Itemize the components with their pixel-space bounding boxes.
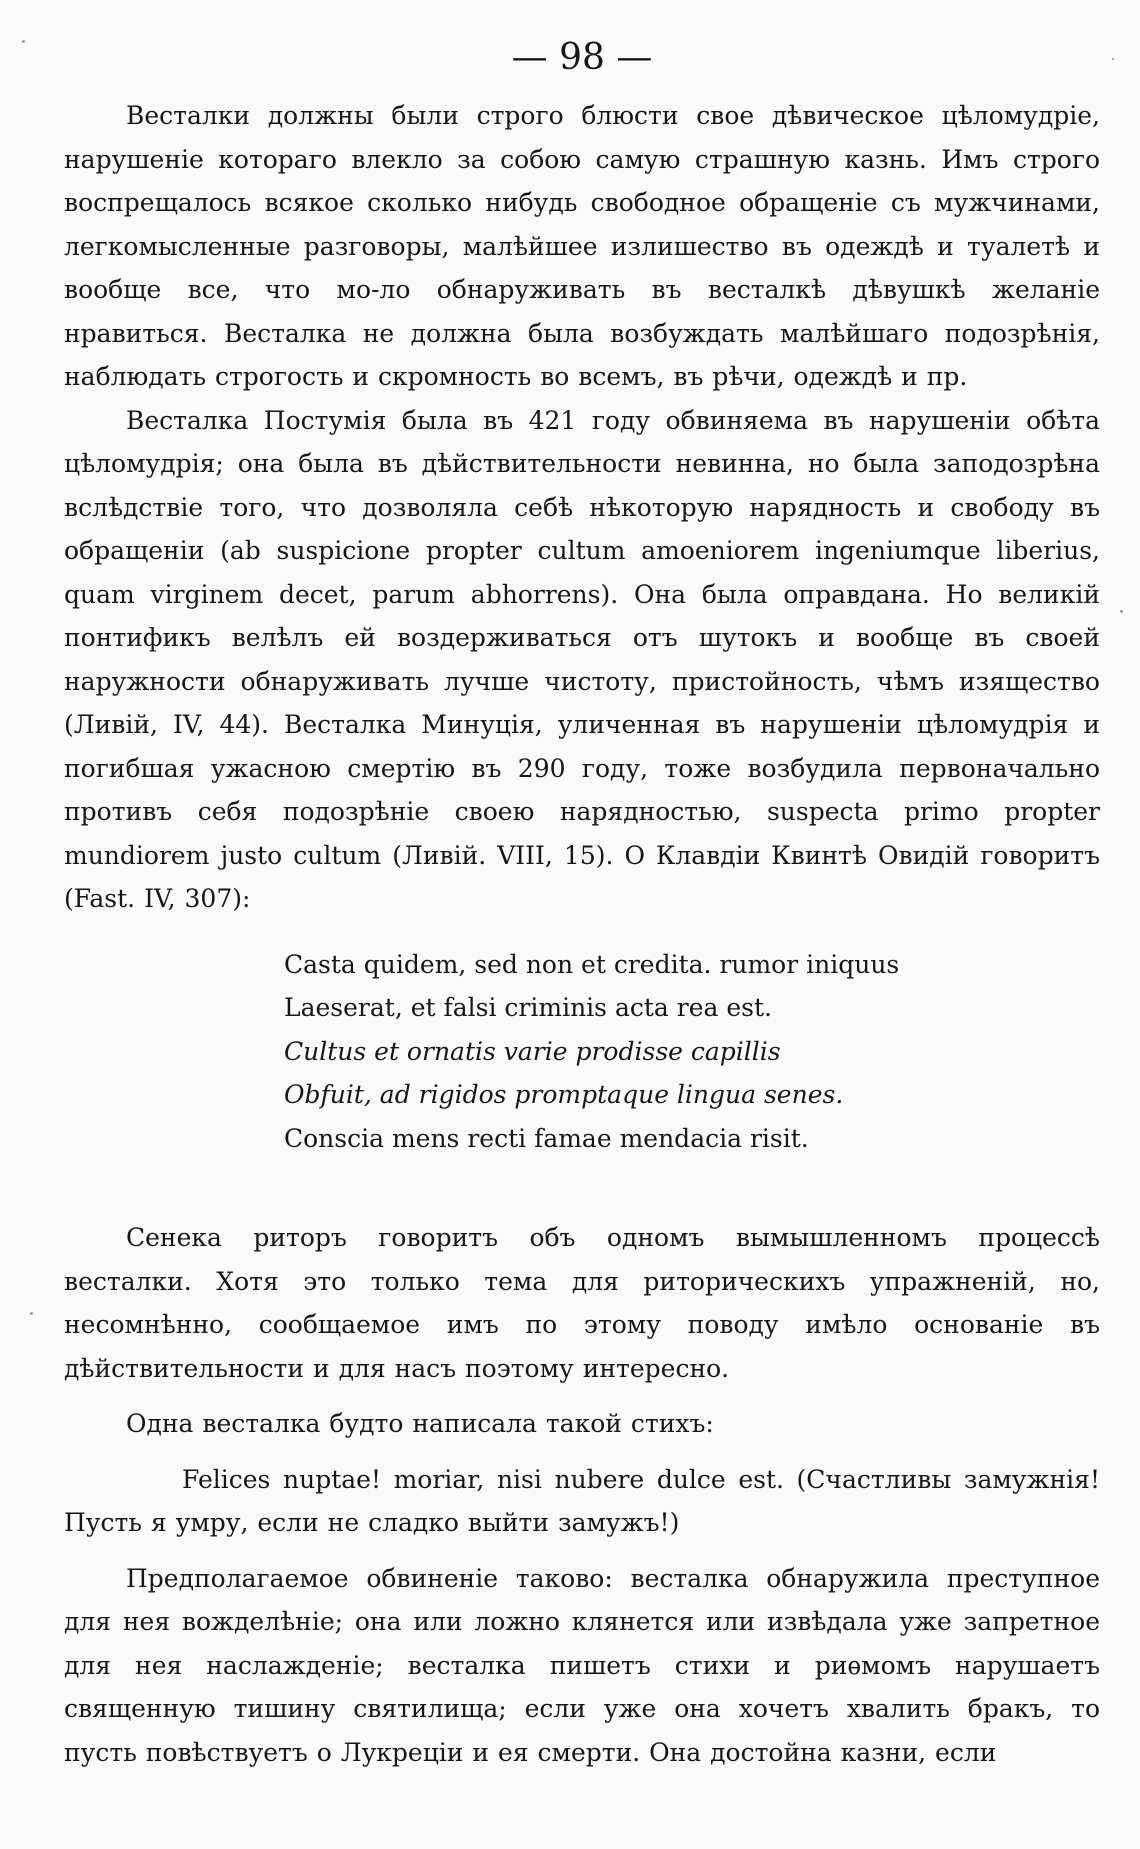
verse-line-1: Casta quidem, sed non et credita. rumor iniquus (284, 949, 900, 979)
paragraph-accusation: Предполагаемое обвиненіе таково: весталка обнаружила преступное для нея вожделѣніе; она или ложно клянется или извѣдала уже запретное для нея наслажденіе; весталка пишетъ стихи и риѳмомъ нарушаетъ священную тишину святилища; если уже она хочетъ хвалить бракъ, то пусть повѣствуетъ о Лукреціи и ея смерти. Она достойна казни, если (64, 1563, 1100, 1767)
paragraph-postumia: Весталка Постумія была въ 421 году обвиняема въ нарушеніи обѣта цѣломудрія; она была въ дѣйствительности невинна, но была заподозрѣна вслѣдствіе того, что дозволяла себѣ нѣкоторую нарядность и свободу въ обращеніи (ab suspicione propter cultum amoeniorem ingeniumque liberius, quam virginem decet, parum abhorrens). Она была оправдана. Но великій понтификъ велѣлъ ей воздерживаться отъ шутокъ и вообще въ своей наружности обнаруживать лучше чистоту, пристойность, чѣмъ изящество (Ливій, IV, 44). Весталка Минуція, уличенная въ нарушеніи цѣломудрія и погибшая ужасною смертію въ 290 году, тоже возбудила первоначально противъ себя подозрѣніе своею нарядностью, suspecta primo propter mundiorem justo cultum (Ливій. VIII, 15). О Клавдіи Квинтѣ Овидій говоритъ (Fast. IV, 307): (64, 405, 1100, 913)
verse-line-4: Obfuit, ad rigidos promptaque lingua senes. (284, 1080, 844, 1109)
verse-line-3: Cultus et ornatis varie prodisse capillis (284, 1036, 781, 1066)
verse-line-2: Laeserat, et falsi criminis acta rea est. (284, 993, 772, 1022)
paragraph-felices-nuptae: Felices nuptae! moriar, nisi nubere dulce est. (Счастливы замужнія! Пусть я умру, если не сладко выйти замужъ!) (64, 1464, 1100, 1537)
scan-speck (1112, 58, 1114, 60)
scan-speck (30, 1312, 33, 1315)
ovid-verse-quote (284, 943, 1100, 1161)
page-number: — 98 — (511, 37, 653, 78)
paragraph-vestal-chastity: Весталки должны были строго блюсти свое дѣвическое цѣломудріе, нарушеніе котораго влекло за собою самую страшную казнь. Имъ строго воспрещалось всякое сколько нибудь свободное обращеніе съ мужчинами, легкомысленные разговоры, малѣйшее излишество въ одеждѣ и туалетѣ и вообще все, что мо-ло обнаруживать въ весталкѣ дѣвушкѣ желаніе нравиться. Весталка не должна была возбуждать малѣйшаго подозрѣнія, наблюдать строгость и скромность во всемъ, въ рѣчи, одеждѣ и пр. (64, 101, 1100, 391)
paragraph-verse-intro: Одна весталка будто написала такой стихъ: (126, 1409, 714, 1438)
scan-speck (22, 40, 25, 43)
scan-speck (1120, 610, 1123, 613)
paragraph-seneca: Сенека риторъ говоритъ объ одномъ вымышленномъ процессѣ весталки. Хотя это только тема для риторическихъ упражненій, но, несомнѣнно, сообщаемое имъ по этому поводу имѣло основаніе въ дѣйствительности и для насъ поэтому интересно. (64, 1223, 1100, 1383)
verse-line-5: Conscia mens recti famae mendacia risit. (284, 1123, 809, 1153)
